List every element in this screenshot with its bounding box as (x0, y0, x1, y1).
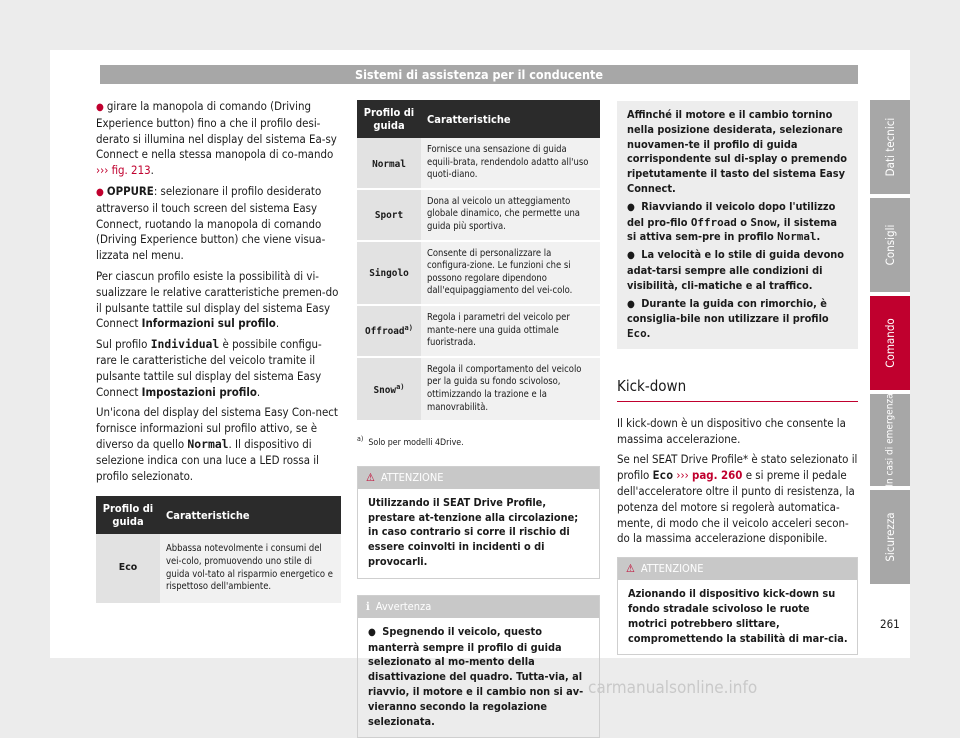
table-row: Offroad$^{a)}$ Regola i parametri del veicolo per mante-nere una guida ottimale fuoristrada. (357, 305, 600, 357)
right-column (617, 101, 858, 655)
profile-name: Snow (373, 384, 397, 396)
tab-sicurezza[interactable]: Sicurezza (870, 490, 910, 584)
attention-text: Azionando il dispositivo kick-down su fondo stradale scivoloso le ruote motrici potrebbero slittare, compromettendo la stabilità di mar-cia. (628, 587, 848, 645)
table-row (357, 189, 600, 241)
profile-name: Sport (374, 210, 404, 222)
profile-desc: Fornisce una sensazione di guida equili-brata, rendendolo adatto all'uso quoti-diano. (421, 138, 600, 189)
kick-para-1: Il kick-down è un dispositivo che consente la massima accelerazione. (617, 415, 846, 446)
section-title-kickdown: Kick-down (617, 379, 858, 402)
table-header-features: Caratteristiche (160, 496, 341, 534)
page-header: Sistemi di assistenza per il conducente (100, 65, 858, 84)
list-item: ● La velocità e lo stile di guida devono adat-tarsi sempre alle condizioni di visibilità, cli-matiche e al traffico. (627, 248, 845, 292)
list-item: ● Riavviando il veicolo dopo l'utilizzo del pro-filo Offroad o Snow, il sistema si attiva sem-pre in profilo Normal. (627, 199, 838, 244)
table-row: Snow$^{a)}$ Regola il comportamento del veicolo per la guida su fondo scivoloso, ottimizzando la trazione e la manovrabilità. (357, 357, 600, 421)
profile-name: Eco (96, 534, 160, 603)
list-item: ● Durante la guida con rimorchio, è consiglia-bile non utilizzare il profilo Eco. (627, 296, 829, 341)
profile-table-eco (96, 496, 341, 604)
bullet-icon: ● (96, 186, 104, 198)
attention-box-kickdown (617, 557, 858, 655)
kick-para-2: Se nel SEAT Drive Profile* è stato selezionato il profilo Eco ››› pag. 260 e si preme il pedale dell'acceleratore oltre il punto di resistenza, la potenza del motore si regolerà automatica-mente, di modo che il veicolo acceleri secon-do la massima accelerazione disponibile. (617, 452, 858, 546)
table-row (96, 534, 341, 603)
note-continuation-box: Affinché il motore e il cambio tornino nella posizione desiderata, selezionare nuovamen-te il profilo di guida corrispondente sul di-splay o premendo ripetutamente il tasto del sistema Easy Connect. ● Riavviando il veicolo dopo l'utilizzo del pro-filo Offroad o Snow, il sistema si attiva sem-pre in profilo Normal. ● La velocità e lo stile di guida devono adat-tarsi sempre alle condizioni di visibilità, cli-matiche e al traffico. ● Durante la guida con rimorchio, è consiglia-bile non utilizzare il profilo Eco. (617, 101, 858, 349)
table-row (357, 241, 600, 305)
left-column (96, 99, 341, 605)
fig-ref-link[interactable]: ››› fig. 213 (96, 163, 151, 178)
tab-emergenza[interactable]: In casi di emergenza (870, 394, 910, 486)
note-box (357, 595, 600, 738)
para-profile-info: Per ciascun profilo esiste la possibilità di vi-sualizzare le relative caratteristiche premen-do il pulsante tattile sul display del sistema Easy Connect Informazioni sul profilo. (96, 268, 339, 331)
tab-dati-tecnici[interactable]: Dati tecnici (870, 100, 910, 194)
para-individual: Sul profilo Individual è possibile configu-rare le caratteristiche del veicolo tramite il pulsante tattile sul display del sistema Easy Connect Impostazioni profilo. (96, 337, 322, 399)
note-label: Avvertenza (375, 599, 432, 613)
attention-label: ATTENZIONE (640, 562, 704, 576)
page-ref-link[interactable]: ››› pag. 260 (676, 468, 743, 483)
attention-box (357, 466, 600, 579)
profile-name: Offroad (365, 326, 405, 338)
footnote: $^{a)}$ Solo per modelli 4Drive. (357, 435, 464, 449)
table-row (357, 138, 600, 189)
watermark: carmanualsonline.info (588, 678, 758, 698)
page-number: 261 (880, 617, 900, 631)
profile-desc: Consente di personalizzare la configura-zione. Le funzioni che si possono regolare dipendono dall'equipaggiamento del vei-colo. (421, 241, 600, 305)
profile-desc: Regola i parametri del veicolo per mante-nere una guida ottimale fuoristrada. (421, 305, 600, 357)
tab-consigli[interactable]: Consigli (870, 198, 910, 292)
profile-desc: Abbassa notevolmente i consumi del vei-colo, promuovendo uno stile di guida vol-tato al risparmio energetico e rispettoso dell'ambiente. (160, 534, 341, 603)
attention-label: ATTENZIONE (380, 470, 444, 484)
table-header-features: Caratteristiche (421, 100, 600, 138)
warning-icon: ⚠ (626, 562, 635, 576)
info-icon: ℹ (366, 599, 370, 613)
para-display-icon: Un'icona del display del sistema Easy Con-nect fornisce informazioni sul profilo attivo, se è diverso da quello Normal. Il dispositivo di selezione indica con una luce a LED rossa il profilo selezionato. (96, 405, 338, 483)
bullet-touch-screen: ● OPPURE: selezionare il profilo desiderato attraverso il touch screen del sistema Easy Connect, ruotando la manopola di comando (Driving Experience button) che viene visua-lizzata nel menu. (96, 183, 326, 263)
bullet-icon: ● (96, 102, 104, 113)
warning-icon: ⚠ (366, 470, 375, 484)
middle-column (357, 100, 600, 738)
bullet-rotate-knob: ● girare la manopola di comando (Driving Experience button) fino a che il profilo desi-derato si illumina nel display del sistema Ea-sy Connect e nella stessa manopola di co-mando ››› fig. 213. (96, 99, 337, 178)
profile-name: Normal (372, 158, 406, 170)
note-text: ● Spegnendo il veicolo, questo manterrà sempre il profilo di guida selezionato al mo-mento della disattivazione del quadro. Tutta-via, al riavvio, il motore e il cambio non si av-vieranno secondo la regolazione selezionata. (368, 624, 584, 728)
table-header-profile: Profilo di guida (96, 496, 160, 534)
profile-name: Singolo (369, 268, 409, 280)
bullet-icon: ● (368, 626, 376, 638)
profile-desc: Dona al veicolo un atteggiamento globale dinamico, che permette una guida più sportiva. (421, 189, 600, 241)
profile-desc: Regola il comportamento del veicolo per la guida su fondo scivoloso, ottimizzando la trazione e la manovrabilità. (421, 357, 600, 421)
tab-comando[interactable]: Comando (870, 296, 910, 390)
attention-text: Utilizzando il SEAT Drive Profile, prestare at-tenzione alla circolazione; in caso contrario si corre il rischio di essere coinvolti in incidenti o di provocarli. (368, 495, 579, 568)
profile-table (357, 100, 600, 422)
table-header-profile: Profilo di guida (357, 100, 421, 138)
